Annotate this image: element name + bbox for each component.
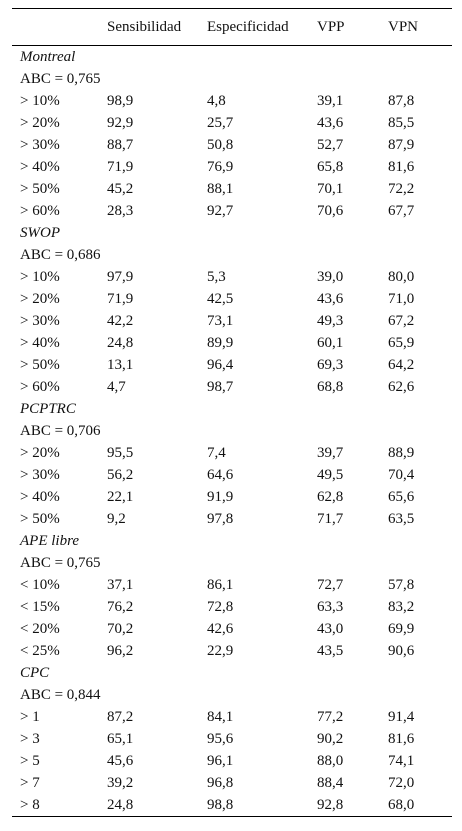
threshold-cell: > 7 xyxy=(20,774,40,791)
vpn-cell: 85,5 xyxy=(388,114,415,131)
table-row xyxy=(12,354,452,376)
especificidad-cell: 22,9 xyxy=(207,642,234,659)
sensibilidad-cell: 65,1 xyxy=(107,730,134,747)
threshold-cell: > 8 xyxy=(12,794,107,817)
especificidad-cell: 96,4 xyxy=(207,356,234,373)
threshold-cell: > 30% xyxy=(20,312,60,329)
especificidad-cell: 96,1 xyxy=(207,752,234,769)
table-row xyxy=(12,288,452,310)
especificidad-cell: 91,9 xyxy=(207,488,234,505)
table-row xyxy=(12,574,452,596)
header-cell-sensibilidad: Sensibilidad xyxy=(107,9,207,46)
section-title: APE libre xyxy=(20,532,80,549)
vpn-cell: 68,0 xyxy=(388,794,452,817)
table-row xyxy=(12,266,452,288)
vpn-cell: 90,6 xyxy=(388,642,415,659)
table-row xyxy=(12,156,452,178)
sensibilidad-cell: 45,6 xyxy=(107,752,134,769)
section-abc-row xyxy=(12,684,452,706)
threshold-cell: > 10% xyxy=(20,268,60,285)
threshold-cell: < 25% xyxy=(20,642,60,659)
vpp-cell: 92,8 xyxy=(317,794,388,817)
section-abc: ABC = 0,844 xyxy=(20,686,101,703)
section-title-row xyxy=(12,46,452,69)
threshold-cell: < 10% xyxy=(20,576,60,593)
vpp-cell: 88,0 xyxy=(317,752,344,769)
sensibilidad-cell: 71,9 xyxy=(107,158,134,175)
threshold-cell: > 40% xyxy=(20,334,60,351)
vpp-cell: 43,6 xyxy=(317,114,344,131)
sensibilidad-cell: 4,7 xyxy=(107,378,126,395)
sensibilidad-cell: 95,5 xyxy=(107,444,134,461)
table-row xyxy=(12,750,452,772)
especificidad-cell: 42,6 xyxy=(207,620,234,637)
sensibilidad-cell: 13,1 xyxy=(107,356,134,373)
table-row xyxy=(12,640,452,662)
vpn-cell: 67,7 xyxy=(388,202,415,219)
threshold-cell: > 20% xyxy=(20,444,60,461)
vpn-cell: 65,9 xyxy=(388,334,415,351)
especificidad-cell: 97,8 xyxy=(207,510,234,527)
especificidad-cell: 92,7 xyxy=(207,202,234,219)
vpp-cell: 88,4 xyxy=(317,774,344,791)
threshold-cell: > 40% xyxy=(20,488,60,505)
results-table xyxy=(12,8,452,817)
threshold-cell: > 1 xyxy=(20,708,40,725)
vpn-cell: 83,2 xyxy=(388,598,415,615)
table-row xyxy=(12,618,452,640)
especificidad-cell: 73,1 xyxy=(207,312,234,329)
section-abc: ABC = 0,765 xyxy=(20,554,101,571)
sensibilidad-cell: 87,2 xyxy=(107,708,134,725)
vpp-cell: 43,5 xyxy=(317,642,344,659)
sensibilidad-cell: 71,9 xyxy=(107,290,134,307)
section-title: SWOP xyxy=(20,224,60,241)
vpn-cell: 91,4 xyxy=(388,708,415,725)
vpp-cell: 71,7 xyxy=(317,510,344,527)
vpp-cell: 43,0 xyxy=(317,620,344,637)
threshold-cell: > 50% xyxy=(20,356,60,373)
vpn-cell: 72,2 xyxy=(388,180,415,197)
threshold-cell: > 20% xyxy=(20,114,60,131)
section-abc: ABC = 0,765 xyxy=(20,70,101,87)
sensibilidad-cell: 22,1 xyxy=(107,488,134,505)
especificidad-cell: 95,6 xyxy=(207,730,234,747)
vpp-cell: 63,3 xyxy=(317,598,344,615)
threshold-cell: > 30% xyxy=(20,466,60,483)
vpp-cell: 77,2 xyxy=(317,708,344,725)
section-title: CPC xyxy=(20,664,50,681)
threshold-cell: < 15% xyxy=(20,598,60,615)
vpn-cell: 65,6 xyxy=(388,488,415,505)
sensibilidad-cell: 42,2 xyxy=(107,312,134,329)
especificidad-cell: 72,8 xyxy=(207,598,234,615)
threshold-cell: > 60% xyxy=(20,378,60,395)
sensibilidad-cell: 56,2 xyxy=(107,466,134,483)
vpn-cell: 62,6 xyxy=(388,378,415,395)
table-row xyxy=(12,178,452,200)
vpn-cell: 80,0 xyxy=(388,268,415,285)
threshold-cell: > 5 xyxy=(20,752,40,769)
vpp-cell: 52,7 xyxy=(317,136,344,153)
table-row xyxy=(12,486,452,508)
vpp-cell: 43,6 xyxy=(317,290,344,307)
table-row xyxy=(12,442,452,464)
sensibilidad-cell: 70,2 xyxy=(107,620,134,637)
vpn-cell: 81,6 xyxy=(388,730,415,747)
vpn-cell: 87,9 xyxy=(388,136,415,153)
vpn-cell: 64,2 xyxy=(388,356,415,373)
vpp-cell: 39,1 xyxy=(317,92,344,109)
sensibilidad-cell: 98,9 xyxy=(107,92,134,109)
vpn-cell: 57,8 xyxy=(388,576,415,593)
section-title-row xyxy=(12,398,452,420)
table-header xyxy=(12,9,452,46)
vpp-cell: 60,1 xyxy=(317,334,344,351)
section-abc: ABC = 0,686 xyxy=(20,246,101,263)
sensibilidad-cell: 28,3 xyxy=(107,202,134,219)
vpp-cell: 90,2 xyxy=(317,730,344,747)
vpp-cell: 49,5 xyxy=(317,466,344,483)
header-cell-vpp: VPP xyxy=(317,9,388,46)
table-row xyxy=(12,112,452,134)
vpn-cell: 70,4 xyxy=(388,466,415,483)
vpp-cell: 65,8 xyxy=(317,158,344,175)
table-row xyxy=(12,332,452,354)
sensibilidad-cell: 9,2 xyxy=(107,510,126,527)
vpn-cell: 72,0 xyxy=(388,774,415,791)
vpp-cell: 39,7 xyxy=(317,444,344,461)
section-abc: ABC = 0,706 xyxy=(20,422,101,439)
section-title-row xyxy=(12,662,452,684)
section-title: Montreal xyxy=(20,48,76,65)
especificidad-cell: 84,1 xyxy=(207,708,234,725)
header-cell-blank xyxy=(12,9,107,46)
section-title-row xyxy=(12,530,452,552)
threshold-cell: > 50% xyxy=(20,180,60,197)
especificidad-cell: 42,5 xyxy=(207,290,234,307)
vpp-cell: 68,8 xyxy=(317,378,344,395)
vpp-cell: 62,8 xyxy=(317,488,344,505)
table-row xyxy=(12,794,452,817)
vpp-cell: 70,6 xyxy=(317,202,344,219)
vpn-cell: 63,5 xyxy=(388,510,415,527)
section-abc-row xyxy=(12,244,452,266)
especificidad-cell: 98,7 xyxy=(207,378,234,395)
sensibilidad-cell: 92,9 xyxy=(107,114,134,131)
especificidad-cell: 89,9 xyxy=(207,334,234,351)
vpp-cell: 69,3 xyxy=(317,356,344,373)
sensibilidad-cell: 37,1 xyxy=(107,576,134,593)
vpp-cell: 70,1 xyxy=(317,180,344,197)
sensibilidad-cell: 24,8 xyxy=(107,334,134,351)
table-row xyxy=(12,376,452,398)
especificidad-cell: 7,4 xyxy=(207,444,226,461)
header-row xyxy=(12,9,452,46)
vpn-cell: 87,8 xyxy=(388,92,415,109)
sensibilidad-cell: 39,2 xyxy=(107,774,134,791)
table-row xyxy=(12,200,452,222)
table-row xyxy=(12,596,452,618)
table-row xyxy=(12,772,452,794)
especificidad-cell: 64,6 xyxy=(207,466,234,483)
threshold-cell: > 60% xyxy=(20,202,60,219)
section-abc-row xyxy=(12,552,452,574)
table-row xyxy=(12,310,452,332)
sensibilidad-cell: 88,7 xyxy=(107,136,134,153)
threshold-cell: > 30% xyxy=(20,136,60,153)
vpp-cell: 49,3 xyxy=(317,312,344,329)
table-row xyxy=(12,508,452,530)
especificidad-cell: 4,8 xyxy=(207,92,226,109)
header-cell-especificidad: Especificidad xyxy=(207,9,317,46)
especificidad-cell: 86,1 xyxy=(207,576,234,593)
sensibilidad-cell: 97,9 xyxy=(107,268,134,285)
especificidad-cell: 96,8 xyxy=(207,774,234,791)
threshold-cell: > 3 xyxy=(20,730,40,747)
vpp-cell: 72,7 xyxy=(317,576,344,593)
table-row xyxy=(12,728,452,750)
especificidad-cell: 88,1 xyxy=(207,180,234,197)
especificidad-cell: 5,3 xyxy=(207,268,226,285)
sensibilidad-cell: 96,2 xyxy=(107,642,134,659)
threshold-cell: > 50% xyxy=(20,510,60,527)
threshold-cell: > 10% xyxy=(20,92,60,109)
sensibilidad-cell: 76,2 xyxy=(107,598,134,615)
threshold-cell: > 20% xyxy=(20,290,60,307)
sensibilidad-cell: 24,8 xyxy=(107,794,207,817)
section-title-row xyxy=(12,222,452,244)
vpn-cell: 69,9 xyxy=(388,620,415,637)
vpn-cell: 74,1 xyxy=(388,752,415,769)
table-row xyxy=(12,464,452,486)
table-body xyxy=(12,46,452,817)
section-title: PCPTRC xyxy=(20,400,76,417)
table-row xyxy=(12,90,452,112)
table-row xyxy=(12,134,452,156)
vpp-cell: 39,0 xyxy=(317,268,344,285)
especificidad-cell: 98,8 xyxy=(207,794,317,817)
section-abc-row xyxy=(12,420,452,442)
vpn-cell: 81,6 xyxy=(388,158,415,175)
vpn-cell: 67,2 xyxy=(388,312,415,329)
table-row xyxy=(12,706,452,728)
vpn-cell: 88,9 xyxy=(388,444,415,461)
section-abc-row xyxy=(12,68,452,90)
sensibilidad-cell: 45,2 xyxy=(107,180,134,197)
header-cell-vpn: VPN xyxy=(388,9,452,46)
especificidad-cell: 25,7 xyxy=(207,114,234,131)
especificidad-cell: 50,8 xyxy=(207,136,234,153)
threshold-cell: < 20% xyxy=(20,620,60,637)
threshold-cell: > 40% xyxy=(20,158,60,175)
especificidad-cell: 76,9 xyxy=(207,158,234,175)
vpn-cell: 71,0 xyxy=(388,290,415,307)
